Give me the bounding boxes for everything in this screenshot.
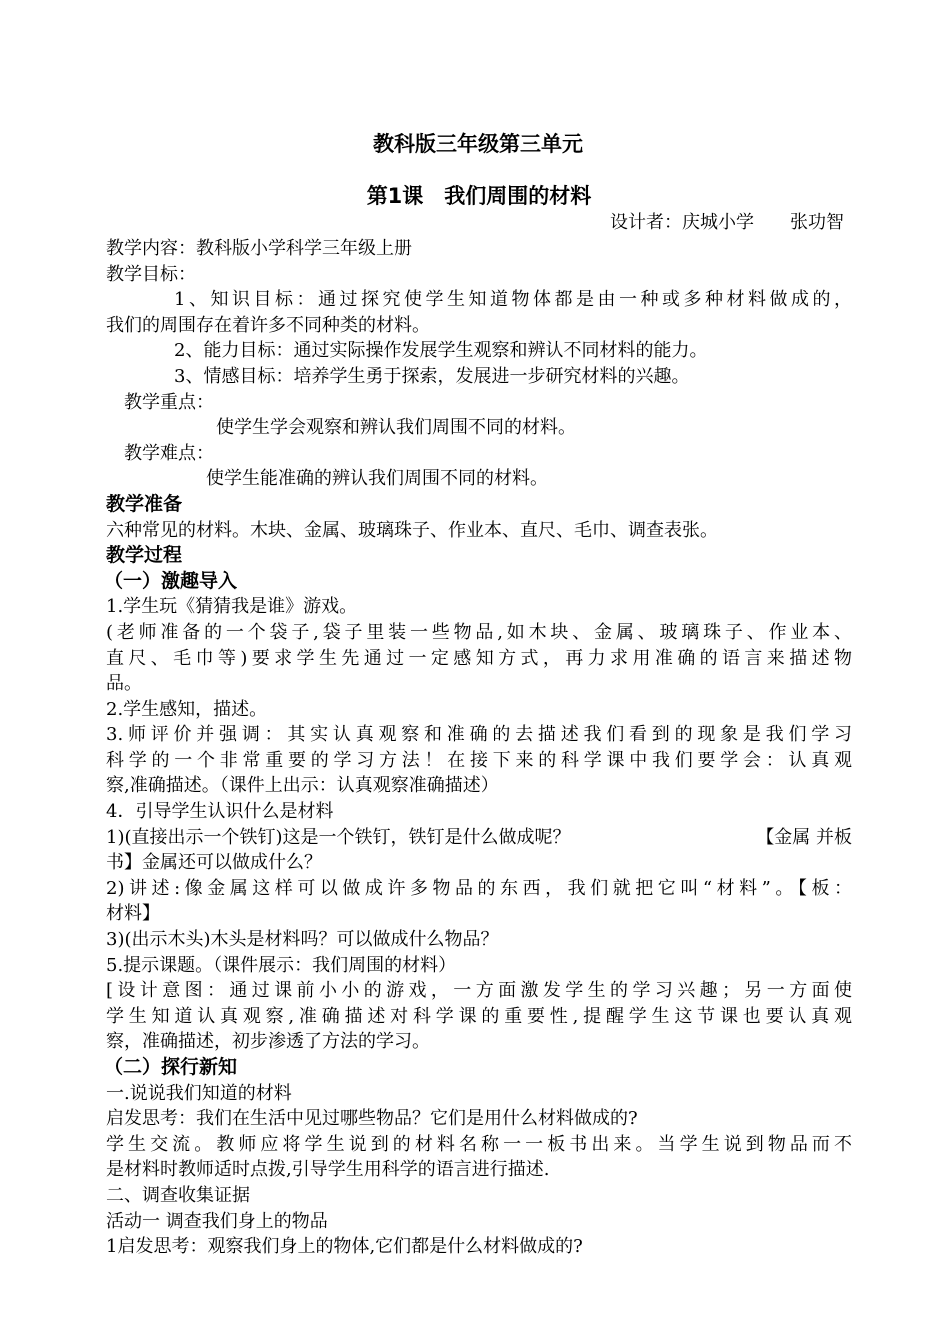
- goal1-line-a: 1、知识目标：通过探究使学生知道物体都是由一种或多种材料做成的，: [174, 289, 852, 311]
- process-heading: 教学过程: [106, 544, 183, 567]
- s1-line-4a: 3.师评价并强调：其实认真观察和准确的去描述我们看到的现象是我们学习: [106, 724, 852, 746]
- content-line: 教学内容：教科版小学科学三年级上册: [106, 238, 412, 259]
- s2-line-2: 启发思考：我们在生活中见过哪些物品？它们是用什么材料做成的?: [106, 1108, 638, 1130]
- difficulty-text: 使学生能准确的辨认我们周围不同的材料。: [206, 468, 548, 490]
- s2-line-5: 活动一 调查我们身上的物品: [106, 1210, 328, 1232]
- s2-line-3a: 学生交流。教师应将学生说到的材料名称一一板书出来。当学生说到物品而不: [106, 1133, 852, 1155]
- section2-heading: （二）探行新知: [104, 1056, 238, 1078]
- s1-line-10c: 察，准确描述，初步渗透了方法的学习。: [106, 1031, 430, 1053]
- goal1-line-b: 我们的周围存在着许多不同种类的材料。: [106, 314, 430, 336]
- s1-line-6a-left: 1)(直接出示一个铁钉)这是一个铁钉，铁钉是什么做成呢？: [106, 826, 571, 848]
- section1-heading: （一）激趣导入: [104, 569, 238, 592]
- s1-line-10a: [设计意图：通过课前小小的游戏，一方面激发学生的学习兴趣；另一方面使: [106, 980, 852, 1002]
- s1-line-4b: 科学的一个非常重要的学习方法！在接下来的科学课中我们要学会：认真观: [106, 749, 852, 771]
- s1-line-1: 1.学生玩《猜猜我是谁》游戏。: [106, 596, 358, 618]
- s1-line-10b: 学生知道认真观察,准确描述对科学课的重要性,提醒学生这节课也要认真观: [106, 1005, 852, 1027]
- s1-line-9: 5.提示课题。（课件展示：我们周围的材料）: [106, 954, 457, 976]
- s1-line-7b: 材料】: [106, 903, 160, 925]
- document-page: [106, 122, 852, 1260]
- s1-line-6a-right: 【金属 并板: [756, 826, 852, 848]
- s1-line-2a: (老师准备的一个袋子,袋子里装一些物品,如木块、金属、玻璃珠子、作业本、: [106, 621, 852, 643]
- key-label: 教学重点：: [124, 391, 214, 413]
- s1-line-4c: 察,准确描述。（课件上出示：认真观察准确描述）: [106, 775, 499, 797]
- goals-label: 教学目标：: [106, 263, 196, 285]
- s1-line-3: 2.学生感知，描述。: [106, 698, 268, 720]
- prep-heading: 教学准备: [106, 492, 183, 515]
- s2-line-1: 一.说说我们知道的材料: [106, 1082, 292, 1104]
- s1-line-6b: 书】金属还可以做成什么？: [106, 852, 322, 874]
- s1-line-2b: 直尺、毛巾等)要求学生先通过一定感知方式，再力求用准确的语言来描述物: [106, 647, 852, 669]
- unit-title: 教科版三年级第三单元: [373, 132, 583, 156]
- s1-line-2c: 品。: [106, 673, 142, 695]
- prep-text: 六种常见的材料。木块、金属、玻璃珠子、作业本、直尺、毛巾、调查表张。: [106, 519, 718, 541]
- lesson-title: 第1课 我们周围的材料: [366, 184, 592, 208]
- difficulty-label: 教学难点：: [124, 442, 214, 464]
- designer-line: 设计者：庆城小学 张功智: [610, 212, 844, 233]
- s2-line-6: 1启发思考：观察我们身上的物体,它们都是什么材料做成的?: [106, 1236, 583, 1258]
- goal2-line: 2、能力目标：通过实际操作发展学生观察和辨认不同材料的能力。: [174, 340, 708, 362]
- key-text: 使学生学会观察和辨认我们周围不同的材料。: [216, 417, 576, 439]
- s2-line-4: 二、调查收集证据: [106, 1184, 250, 1206]
- s2-line-3b: 是材料时教师适时点拨,引导学生用科学的语言进行描述.: [106, 1159, 550, 1181]
- s1-line-6a: [106, 825, 852, 851]
- s1-line-5: 4．引导学生认识什么是材料: [106, 801, 334, 823]
- s1-line-7a: 2)讲述:像金属这样可以做成许多物品的东西，我们就把它叫“材料”。【板：: [106, 877, 852, 899]
- goal3-line: 3、情感目标：培养学生勇于探索，发展进一步研究材料的兴趣。: [174, 365, 690, 387]
- s1-line-8: 3)(出示木头)木头是材料吗？可以做成什么物品？: [106, 929, 499, 951]
